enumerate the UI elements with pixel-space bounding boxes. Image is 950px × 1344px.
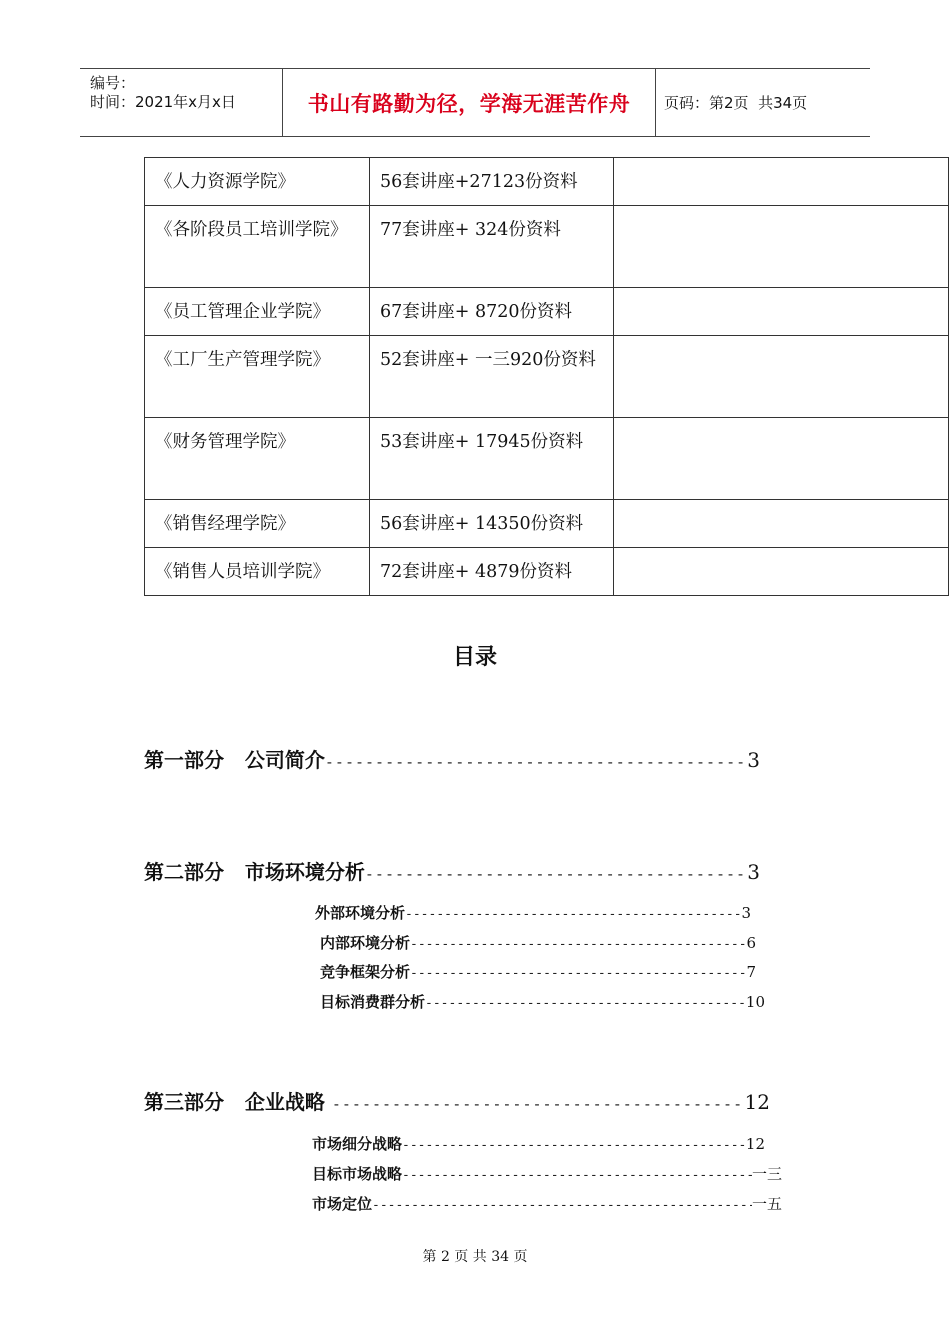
table-row: [145, 500, 949, 548]
toc-page-number: 12: [745, 1135, 765, 1153]
resource-name: 《财务管理学院》: [145, 418, 370, 500]
toc-page-number: 一五: [751, 1195, 782, 1213]
resource-extra: [614, 206, 949, 288]
toc-leader: [425, 996, 746, 1011]
toc-entry-label: 第一部分 公司简介: [144, 748, 325, 772]
resource-name: 《销售人员培训学院》: [145, 548, 370, 596]
toc-page-number: 3: [747, 860, 760, 884]
toc-page-number: 10: [745, 993, 765, 1011]
toc-leader: [405, 907, 741, 922]
toc-leader: [372, 1198, 752, 1213]
toc-subentry[interactable]: [315, 902, 751, 923]
resource-desc: 72套讲座+ 4879份资料: [370, 548, 614, 596]
toc-title: 目录: [452, 645, 497, 670]
toc-entry-label: 第三部分 企业战略: [144, 1090, 332, 1114]
resource-extra: [614, 158, 949, 206]
toc-page-number: 3: [747, 748, 760, 772]
resource-extra: [614, 288, 949, 336]
resource-extra: [614, 418, 949, 500]
toc-subentry[interactable]: [320, 961, 756, 982]
toc-entry-label: 目标消费群分析: [320, 993, 426, 1011]
toc-leader: [402, 1138, 746, 1153]
toc-entry-label: 竞争框架分析: [320, 963, 411, 981]
toc-entry-label: 外部环境分析: [315, 904, 406, 922]
resource-name: 《员工管理企业学院》: [145, 288, 370, 336]
toc-page-number: 6: [746, 934, 756, 952]
resource-table: [144, 157, 949, 596]
table-row: [145, 418, 949, 500]
toc-leader: [325, 753, 747, 771]
resource-extra: [614, 336, 949, 418]
toc-entry-label: 市场定位: [312, 1195, 373, 1213]
toc-entry-label: 内部环境分析: [320, 934, 411, 952]
resource-desc: 67套讲座+ 8720份资料: [370, 288, 614, 336]
time-label: 时间：2021年x月x日: [90, 93, 236, 111]
table-row: [145, 336, 949, 418]
toc-page-number: 12: [744, 1090, 770, 1114]
toc-leader: [410, 937, 746, 952]
page-footer: 第 2 页 共 34 页: [422, 1249, 528, 1265]
toc-subentry[interactable]: [320, 991, 765, 1012]
toc-leader: [365, 865, 747, 883]
toc-subentry[interactable]: [312, 1193, 782, 1214]
header-meta: [80, 69, 283, 136]
toc-leader: [410, 966, 746, 981]
page-header: [80, 68, 870, 137]
header-page-cell: [656, 69, 870, 136]
resource-name: 《销售经理学院》: [145, 500, 370, 548]
resource-name: 《各阶段员工培训学院》: [145, 206, 370, 288]
resource-name: 《人力资源学院》: [145, 158, 370, 206]
resource-desc: 52套讲座+ 一三920份资料: [370, 336, 614, 418]
number-label: 编号：: [90, 74, 136, 92]
table-row: [145, 548, 949, 596]
resource-name: 《工厂生产管理学院》: [145, 336, 370, 418]
page-label: 页码：第2页 共34页: [664, 94, 808, 112]
table-row: [145, 158, 949, 206]
toc-entry-label: 市场细分战略: [312, 1135, 403, 1153]
table-row: [145, 206, 949, 288]
toc-leader: [332, 1095, 745, 1113]
slogan: 书山有路勤为径，学海无涯苦作舟: [307, 91, 631, 116]
toc-subentry[interactable]: [312, 1163, 782, 1184]
toc-entry-label: 目标市场战略: [312, 1165, 403, 1183]
resource-desc: 56套讲座+27123份资料: [370, 158, 614, 206]
toc-entry-label: 第二部分 市场环境分析: [144, 860, 365, 884]
toc-leader: [402, 1168, 752, 1183]
toc-subentry[interactable]: [320, 932, 756, 953]
toc-subentry[interactable]: [312, 1133, 765, 1154]
header-slogan-cell: [283, 69, 656, 136]
toc-entry-part3[interactable]: [144, 1086, 770, 1115]
toc-page-number: 一三: [751, 1165, 782, 1183]
resource-desc: 77套讲座+ 324份资料: [370, 206, 614, 288]
toc-page-number: 3: [741, 904, 751, 922]
toc-entry-part2[interactable]: [144, 856, 760, 885]
resource-desc: 56套讲座+ 14350份资料: [370, 500, 614, 548]
resource-desc: 53套讲座+ 17945份资料: [370, 418, 614, 500]
resource-extra: [614, 548, 949, 596]
toc-page-number: 7: [746, 963, 756, 981]
resource-extra: [614, 500, 949, 548]
toc-entry-part1[interactable]: [144, 744, 760, 773]
table-row: [145, 288, 949, 336]
